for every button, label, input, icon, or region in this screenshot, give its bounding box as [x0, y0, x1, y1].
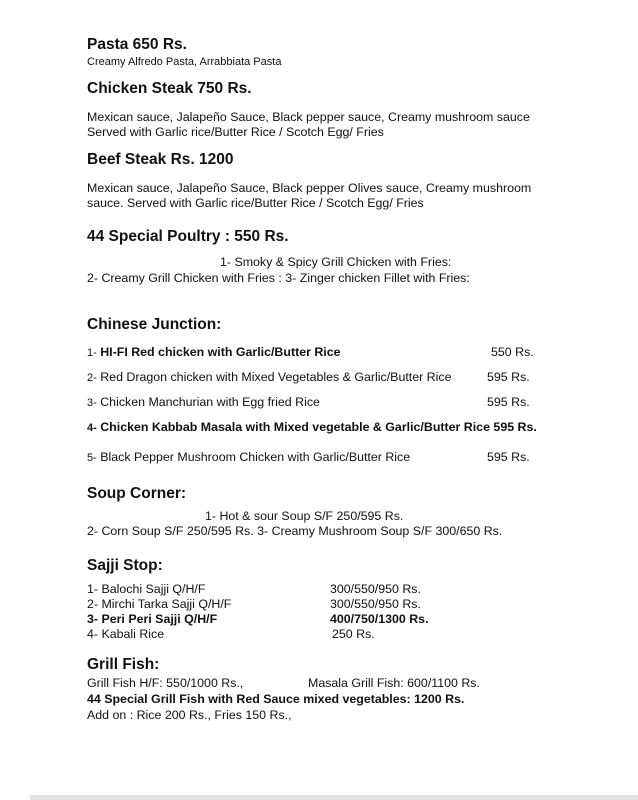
chinese-item-name: Black Pepper Mushroom Chicken with Garlic/Butter Rice	[100, 450, 411, 464]
chicken-steak-sides: Served with Garlic rice/Butter Rice / Scotch Egg/ Fries	[87, 125, 384, 139]
soup-title: Soup Corner:	[87, 485, 187, 502]
chinese-item-name: Red Dragon chicken with Mixed Vegetables & Garlic/Butter Rice	[100, 370, 452, 384]
chinese-item-price: 595 Rs.	[487, 370, 530, 384]
sajji-item-name: 4- Kabali Rice	[87, 627, 165, 641]
chinese-item-price: 595 Rs.	[493, 420, 537, 434]
chinese-item-num: 5-	[87, 452, 97, 464]
soup-items-2-3: 2- Corn Soup S/F 250/595 Rs. 3- Creamy Mushroom Soup S/F 300/650 Rs.	[87, 524, 503, 538]
chicken-steak-sauces: Mexican sauce, Jalapeño Sauce, Black pepper sauce, Creamy mushroom sauce	[87, 110, 530, 124]
masala-grill-fish-price: Masala Grill Fish: 600/1100 Rs.	[308, 676, 480, 690]
chinese-item-name: Chicken Kabbab Masala with Mixed vegetable & Garlic/Butter Rice	[100, 420, 490, 434]
sajji-item-name: 3- Peri Peri Sajji Q/H/F	[87, 612, 218, 626]
chinese-item-num: 2-	[87, 372, 97, 384]
sajji-item-name: 1- Balochi Sajji Q/H/F	[87, 582, 206, 596]
poultry-item-1: 1- Smoky & Spicy Grill Chicken with Fries:	[220, 255, 452, 269]
special-grill-fish: 44 Special Grill Fish with Red Sauce mixed vegetables: 1200 Rs.	[87, 692, 465, 706]
chinese-item-name: HI-FI Red chicken with Garlic/Butter Rice	[100, 345, 341, 359]
sajji-item-price: 400/750/1300 Rs.	[330, 612, 429, 626]
chinese-item-price: 595 Rs.	[487, 395, 530, 409]
chinese-item-num: 3-	[87, 397, 97, 409]
sajji-item-price: 300/550/950 Rs.	[330, 582, 421, 596]
chinese-item-price: 550 Rs.	[491, 345, 534, 359]
pasta-desc: Creamy Alfredo Pasta, Arrabbiata Pasta	[87, 56, 282, 68]
poultry-title: 44 Special Poultry : 550 Rs.	[87, 228, 289, 245]
chinese-item-price: 595 Rs.	[487, 450, 530, 464]
grill-fish-addons: Add on : Rice 200 Rs., Fries 150 Rs.,	[87, 708, 292, 722]
chinese-item-num: 4-	[87, 422, 97, 434]
beef-steak-sides: sauce. Served with Garlic rice/Butter Rice / Scotch Egg/ Fries	[87, 196, 424, 210]
soup-item-1: 1- Hot & sour Soup S/F 250/595 Rs.	[205, 509, 404, 523]
poultry-items-2-3: 2- Creamy Grill Chicken with Fries : 3- Zinger chicken Fillet with Fries:	[87, 271, 470, 285]
sajji-title: Sajji Stop:	[87, 557, 163, 574]
beef-steak-title: Beef Steak Rs. 1200	[87, 151, 234, 168]
page-bottom-edge	[30, 795, 638, 800]
grill-fish-title: Grill Fish:	[87, 656, 160, 673]
sajji-item-name: 2- Mirchi Tarka Sajji Q/H/F	[87, 597, 232, 611]
sajji-item-price: 250 Rs.	[332, 627, 375, 641]
chinese-item-name: Chicken Manchurian with Egg fried Rice	[100, 395, 320, 409]
pasta-title: Pasta 650 Rs.	[87, 36, 187, 53]
chinese-title: Chinese Junction:	[87, 316, 222, 333]
chinese-item-num: 1-	[87, 347, 97, 359]
chicken-steak-title: Chicken Steak 750 Rs.	[87, 80, 252, 97]
sajji-item-price: 300/550/950 Rs.	[330, 597, 421, 611]
beef-steak-sauces: Mexican sauce, Jalapeño Sauce, Black pepper Olives sauce, Creamy mushroom	[87, 181, 532, 195]
grill-fish-price: Grill Fish H/F: 550/1000 Rs.,	[87, 676, 244, 690]
